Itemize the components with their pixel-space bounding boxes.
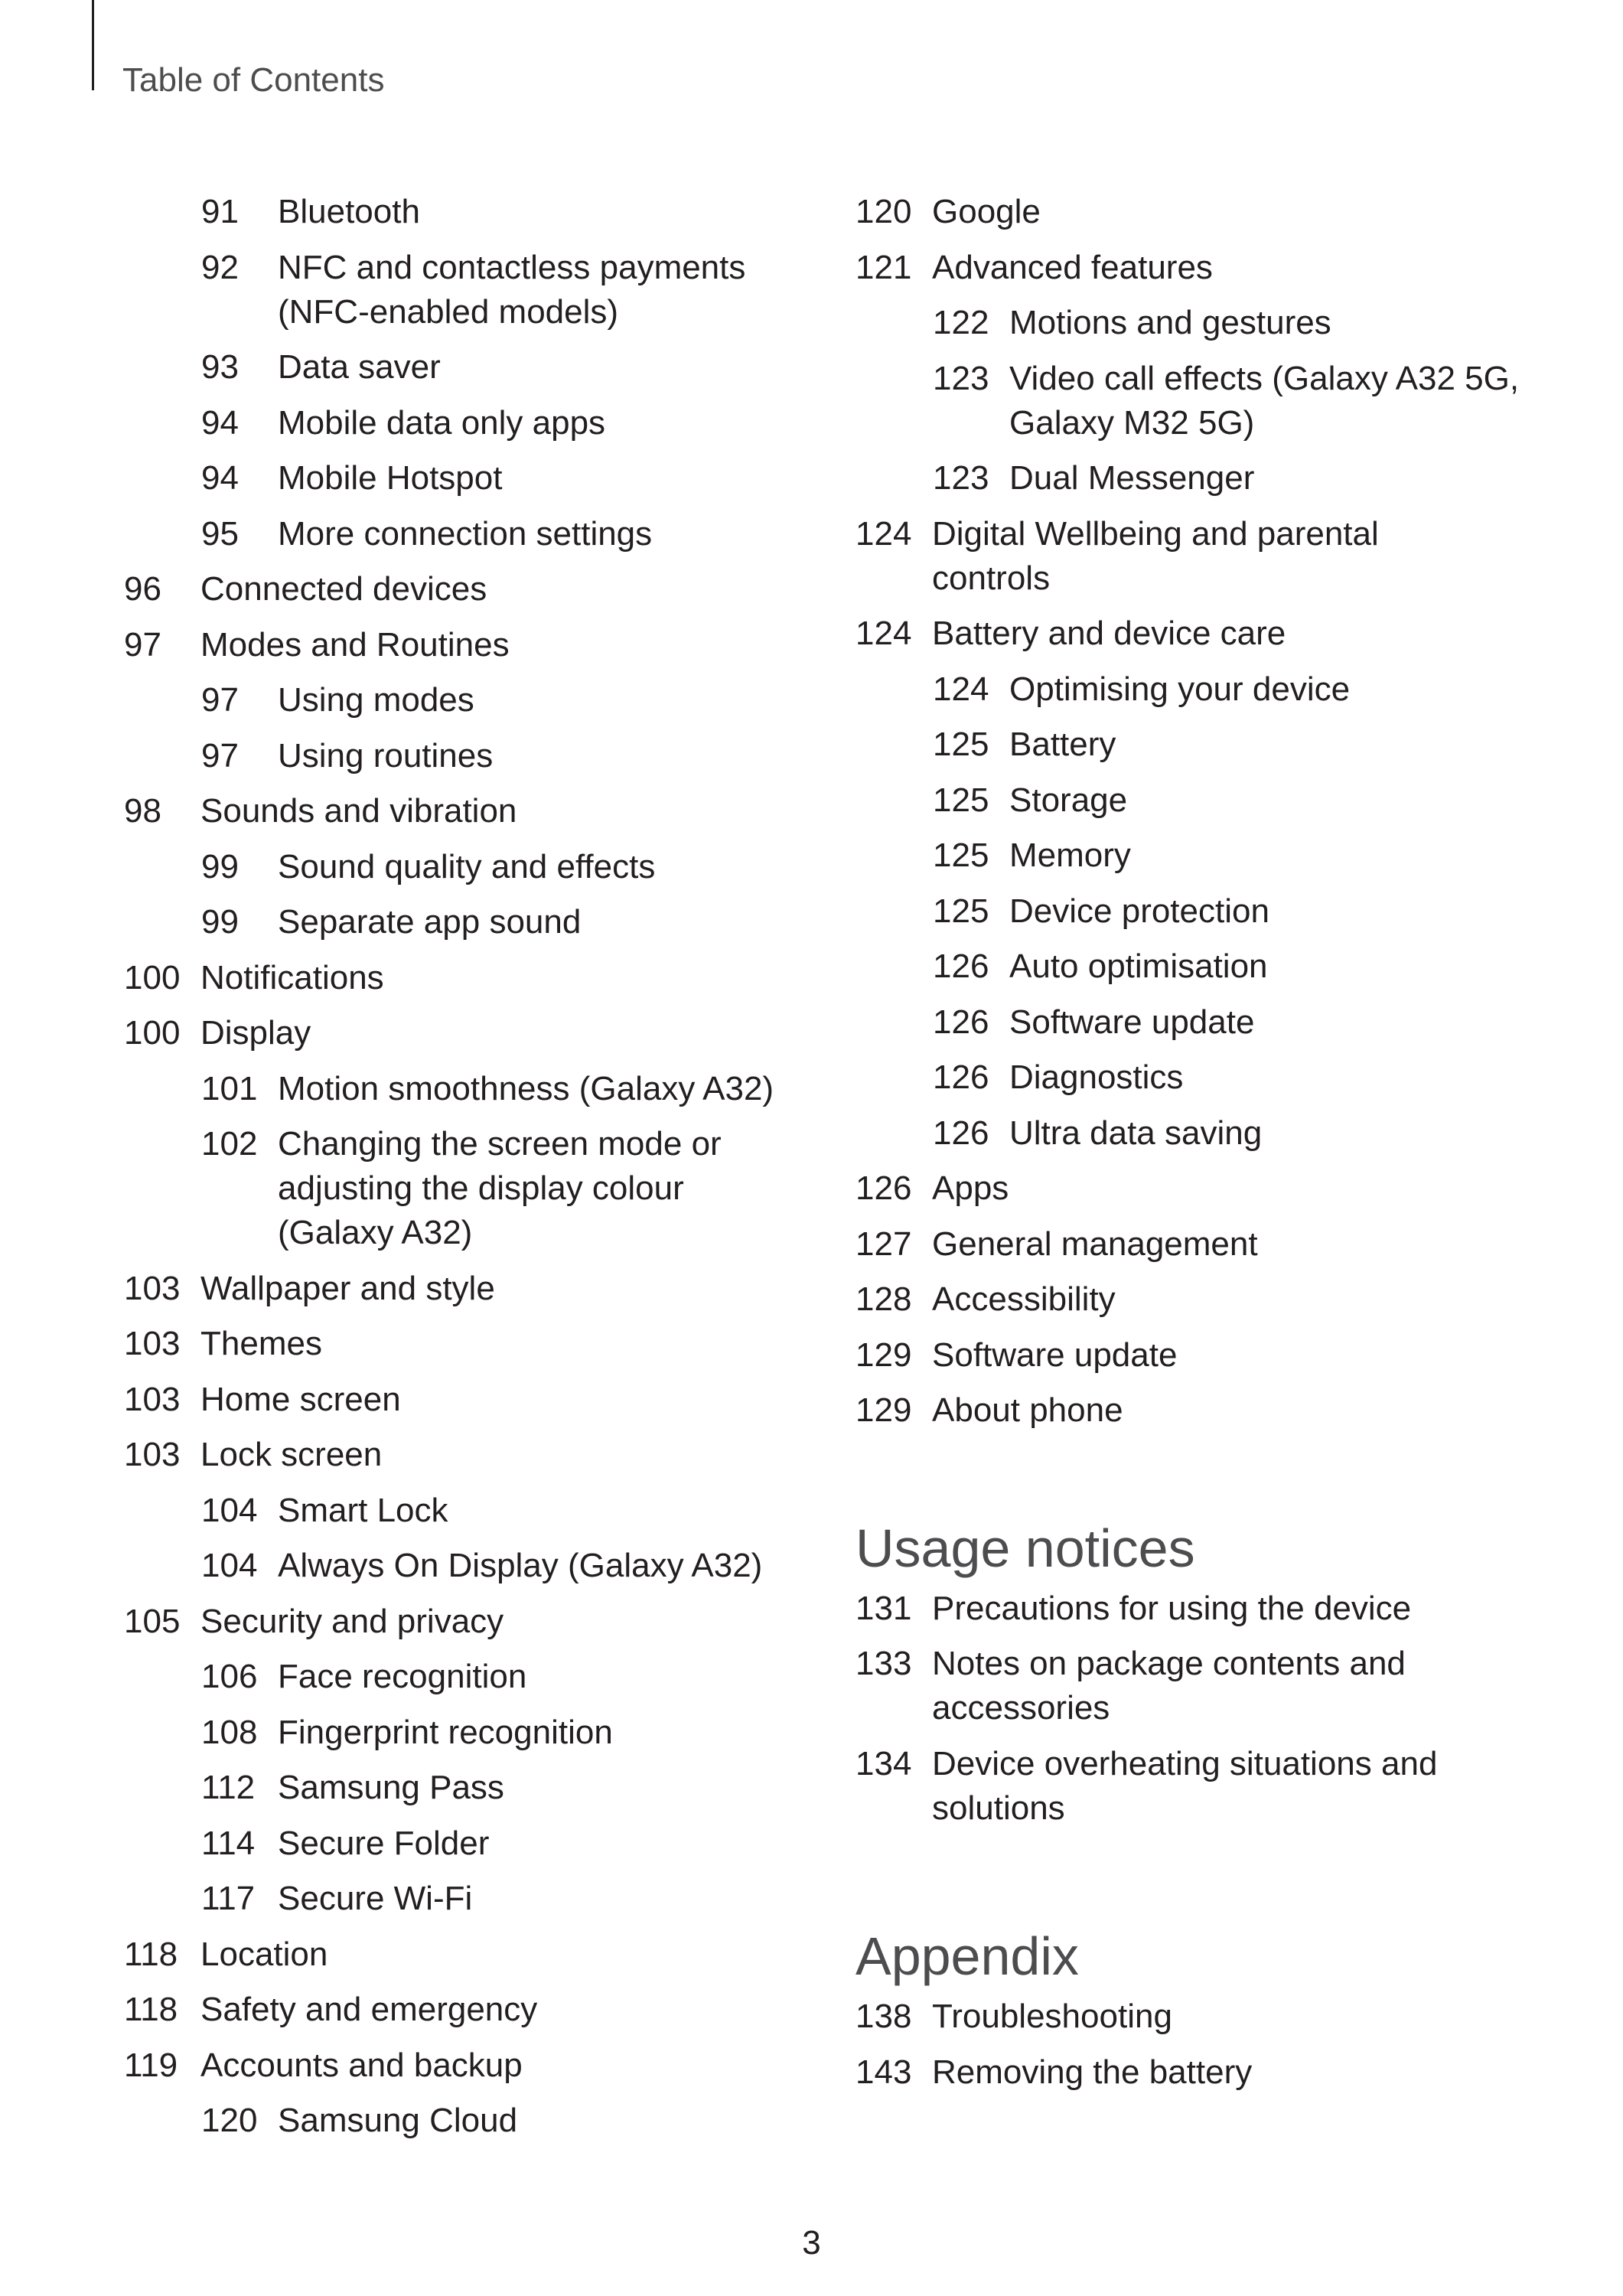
- toc-entry-page-number: 125: [933, 892, 989, 930]
- toc-entry[interactable]: [124, 789, 813, 833]
- toc-entry-page-number: 126: [855, 1169, 912, 1207]
- toc-entry[interactable]: [201, 734, 813, 778]
- toc-entry[interactable]: [855, 1333, 1544, 1378]
- toc-entry[interactable]: [855, 1742, 1544, 1831]
- toc-entry-title: Home screen: [200, 1380, 401, 1418]
- toc-entry-page-number: 94: [201, 403, 239, 442]
- toc-entry-page-number: 123: [933, 459, 989, 497]
- toc-entry-title: Software update: [1009, 1003, 1255, 1041]
- toc-entry[interactable]: [124, 623, 813, 667]
- toc-entry-page-number: 126: [933, 947, 989, 985]
- toc-entry-page-number: 96: [124, 570, 161, 608]
- toc-entry-page-number: 100: [124, 1014, 181, 1052]
- toc-entry-title: Separate app sound: [278, 903, 582, 941]
- toc-entry-title: Security and privacy: [200, 1602, 504, 1640]
- toc-entry[interactable]: [933, 301, 1544, 345]
- toc-entry-page-number: 114: [201, 1824, 256, 1862]
- toc-entry-title: Memory: [1009, 837, 1131, 874]
- toc-entry-title: Optimising your device: [1009, 670, 1351, 708]
- toc-entry-page-number: 97: [124, 625, 161, 664]
- toc-entry-page-number: 124: [855, 615, 912, 652]
- toc-entry-title: Always On Display (Galaxy A32): [278, 1547, 763, 1584]
- toc-entry-title: Device overheating situations and solutions: [932, 1744, 1438, 1827]
- toc-entry-title: Sound quality and effects: [278, 847, 656, 885]
- toc-entry[interactable]: [201, 401, 813, 445]
- toc-entry[interactable]: [933, 833, 1544, 878]
- toc-entry-title: Storage: [1009, 781, 1128, 819]
- toc-entry[interactable]: [855, 1388, 1544, 1433]
- toc-entry[interactable]: [855, 246, 1544, 290]
- toc-entry[interactable]: [124, 1932, 813, 1977]
- toc-entry-title: Battery and device care: [932, 615, 1286, 652]
- toc-entry[interactable]: [855, 2050, 1544, 2095]
- toc-entry[interactable]: [201, 1766, 813, 1810]
- toc-entry[interactable]: [201, 1489, 813, 1533]
- toc-entry-page-number: 138: [855, 1998, 912, 2035]
- toc-entry-title: Themes: [200, 1325, 322, 1362]
- toc-entry-title: Battery: [1009, 726, 1116, 763]
- header-rule: [92, 0, 94, 90]
- toc-entry[interactable]: [933, 1055, 1544, 1100]
- toc-entry-page-number: 99: [201, 903, 239, 941]
- toc-entry-page-number: 126: [933, 1003, 989, 1041]
- toc-entry-title: Mobile data only apps: [278, 403, 606, 442]
- toc-entry-page-number: 124: [933, 670, 989, 708]
- toc-entry-page-number: 104: [201, 1547, 258, 1584]
- toc-entry[interactable]: [933, 889, 1544, 934]
- toc-entry[interactable]: [855, 612, 1544, 656]
- toc-entry-title: Accessibility: [932, 1280, 1116, 1318]
- toc-entry-page-number: 125: [933, 781, 989, 819]
- toc-entry-title: Mobile Hotspot: [278, 459, 503, 497]
- toc-entry-title: Dual Messenger: [1009, 459, 1255, 497]
- toc-entry-page-number: 129: [855, 1391, 912, 1429]
- toc-entry[interactable]: [933, 1111, 1544, 1156]
- toc-entry[interactable]: [201, 1711, 813, 1755]
- toc-entry[interactable]: [855, 1166, 1544, 1211]
- toc-entry-page-number: 97: [201, 736, 239, 775]
- page-number: 3: [802, 2224, 821, 2262]
- toc-entry-title: Ultra data saving: [1009, 1114, 1263, 1152]
- toc-entry-title: Precautions for using the device: [932, 1589, 1412, 1627]
- toc-entry-title: About phone: [932, 1391, 1123, 1429]
- toc-entry-title: Google: [932, 193, 1041, 230]
- toc-entry-page-number: 123: [933, 359, 989, 397]
- toc-entry-page-number: 99: [201, 847, 239, 885]
- toc-entry-title: Modes and Routines: [200, 625, 510, 664]
- toc-entry[interactable]: [201, 900, 813, 944]
- toc-entry-title: Advanced features: [932, 248, 1213, 286]
- toc-entry[interactable]: [933, 1000, 1544, 1045]
- toc-entry-page-number: 134: [855, 1744, 912, 1782]
- toc-entry-title: Notifications: [200, 958, 384, 996]
- toc-entry[interactable]: [201, 246, 813, 334]
- toc-entry[interactable]: [201, 1821, 813, 1866]
- toc-entry[interactable]: [124, 1988, 813, 2032]
- toc-entry-page-number: 100: [124, 958, 181, 996]
- toc-entry-title: Samsung Cloud: [278, 2102, 518, 2139]
- toc-entry-title: Digital Wellbeing and parental controls: [932, 514, 1379, 597]
- toc-entry-page-number: 118: [124, 1991, 178, 2028]
- toc-entry-page-number: 120: [855, 193, 912, 230]
- toc-left-column: [124, 190, 813, 2154]
- toc-entry-title: Display: [200, 1014, 311, 1052]
- toc-entry-page-number: 98: [124, 792, 161, 830]
- toc-entry-title: NFC and contactless payments (NFC-enabled models): [278, 248, 746, 331]
- toc-entry-title: Device protection: [1009, 892, 1269, 930]
- toc-entry-page-number: 112: [201, 1769, 256, 1806]
- section-heading-appendix: Appendix: [855, 1926, 1079, 1986]
- toc-entry-page-number: 120: [201, 2102, 258, 2139]
- page-header-title: Table of Contents: [122, 61, 385, 99]
- toc-entry-title: Secure Folder: [278, 1824, 490, 1862]
- toc-entry-page-number: 121: [855, 248, 912, 286]
- toc-entry[interactable]: [201, 345, 813, 390]
- toc-right-column: [855, 190, 1544, 2105]
- toc-entry-page-number: 92: [201, 248, 239, 286]
- toc-entry[interactable]: [855, 1222, 1544, 1267]
- toc-entry[interactable]: [201, 456, 813, 501]
- toc-entry-title: Motions and gestures: [1009, 304, 1331, 341]
- toc-entry-page-number: 117: [201, 1880, 256, 1917]
- toc-entry-page-number: 125: [933, 726, 989, 763]
- toc-entry-page-number: 108: [201, 1713, 258, 1751]
- toc-entry-page-number: 131: [855, 1589, 912, 1627]
- toc-entry[interactable]: [201, 845, 813, 889]
- toc-entry-page-number: 103: [124, 1380, 181, 1418]
- toc-entry-title: More connection settings: [278, 514, 653, 553]
- toc-entry-title: Sounds and vibration: [200, 792, 517, 830]
- toc-entry-page-number: 105: [124, 1602, 181, 1640]
- toc-entry-title: Bluetooth: [278, 193, 420, 230]
- toc-entry-page-number: 93: [201, 348, 239, 386]
- toc-entry-page-number: 102: [201, 1125, 258, 1163]
- toc-entry[interactable]: [855, 512, 1544, 601]
- toc-entry-title: Smart Lock: [278, 1491, 448, 1529]
- toc-entry-title: Video call effects (Galaxy A32 5G, Galaxy M32 5G): [1009, 359, 1520, 442]
- toc-entry-title: Using routines: [278, 736, 494, 775]
- toc-entry-page-number: 122: [933, 304, 989, 341]
- toc-entry[interactable]: [933, 722, 1544, 767]
- toc-entry[interactable]: [124, 956, 813, 1000]
- toc-entry-title: Motion smoothness (Galaxy A32): [278, 1069, 774, 1107]
- toc-entry[interactable]: [201, 2099, 813, 2143]
- toc-entry-title: Location: [200, 1935, 328, 1973]
- toc-entry-title: General management: [932, 1225, 1258, 1263]
- toc-entry-page-number: 127: [855, 1225, 912, 1263]
- toc-entry[interactable]: [855, 190, 1544, 234]
- toc-entry-page-number: 118: [124, 1935, 178, 1973]
- toc-entry[interactable]: [124, 1378, 813, 1422]
- appendix-entries: [855, 1994, 1544, 2095]
- toc-entry-page-number: 94: [201, 459, 239, 497]
- section-spacer: [855, 1444, 1544, 1518]
- toc-entry-page-number: 143: [855, 2053, 912, 2091]
- toc-entry-page-number: 103: [124, 1269, 181, 1307]
- toc-entry[interactable]: [855, 1642, 1544, 1730]
- toc-entry-title: Troubleshooting: [932, 1998, 1172, 2035]
- toc-entry-page-number: 133: [855, 1645, 912, 1682]
- toc-entry[interactable]: [933, 778, 1544, 823]
- toc-entry-title: Changing the screen mode or adjusting the display colour (Galaxy A32): [278, 1125, 722, 1251]
- toc-entry[interactable]: [124, 1267, 813, 1311]
- toc-entry[interactable]: [124, 1600, 813, 1644]
- toc-entry-title: Accounts and backup: [200, 2046, 523, 2084]
- toc-entry-page-number: 126: [933, 1114, 989, 1152]
- toc-entry-title: Apps: [932, 1169, 1009, 1207]
- toc-entry-title: Face recognition: [278, 1658, 527, 1695]
- toc-entry[interactable]: [933, 357, 1544, 445]
- toc-entry[interactable]: [201, 1877, 813, 1921]
- toc-right-entries: [855, 190, 1544, 1433]
- toc-entry-page-number: 95: [201, 514, 239, 553]
- toc-entry-title: Lock screen: [200, 1436, 383, 1473]
- toc-entry-title: Auto optimisation: [1009, 947, 1268, 985]
- toc-entry[interactable]: [124, 2043, 813, 2088]
- toc-entry-page-number: 129: [855, 1336, 912, 1374]
- toc-entry[interactable]: [124, 567, 813, 612]
- toc-entry[interactable]: [855, 1994, 1544, 2039]
- toc-entry[interactable]: [201, 1067, 813, 1111]
- toc-entry-page-number: 101: [201, 1069, 258, 1107]
- toc-entry[interactable]: [933, 456, 1544, 501]
- toc-entry-page-number: 119: [124, 2046, 178, 2084]
- toc-entry-page-number: 124: [855, 514, 912, 553]
- toc-entry-page-number: 106: [201, 1658, 258, 1695]
- toc-entry-title: Wallpaper and style: [200, 1269, 495, 1307]
- toc-entry[interactable]: [124, 1011, 813, 1055]
- toc-entry[interactable]: [855, 1587, 1544, 1631]
- usage-notices-entries: [855, 1587, 1544, 1831]
- toc-entry[interactable]: [933, 944, 1544, 989]
- toc-entry-title: Diagnostics: [1009, 1058, 1184, 1096]
- toc-entry-title: Secure Wi-Fi: [278, 1880, 473, 1917]
- toc-entry[interactable]: [201, 190, 813, 234]
- toc-entry-page-number: 104: [201, 1491, 258, 1529]
- toc-entry[interactable]: [124, 1433, 813, 1477]
- toc-entry-title: Safety and emergency: [200, 1991, 538, 2028]
- toc-entry[interactable]: [201, 1122, 813, 1255]
- toc-entry[interactable]: [855, 1277, 1544, 1322]
- toc-entry-page-number: 103: [124, 1436, 181, 1473]
- toc-entry-page-number: 126: [933, 1058, 989, 1096]
- toc-entry-title: Samsung Pass: [278, 1769, 504, 1806]
- toc-entry-title: Connected devices: [200, 570, 487, 608]
- toc-entry-page-number: 128: [855, 1280, 912, 1318]
- section-heading-usage-notices: Usage notices: [855, 1518, 1195, 1578]
- toc-entry-page-number: 97: [201, 681, 239, 719]
- toc-entry[interactable]: [201, 1655, 813, 1699]
- toc-entry[interactable]: [201, 1544, 813, 1588]
- toc-entry-title: Removing the battery: [932, 2053, 1253, 2091]
- toc-entry-page-number: 91: [201, 193, 239, 230]
- toc-entry-title: Fingerprint recognition: [278, 1713, 613, 1751]
- toc-entry-title: Using modes: [278, 681, 474, 719]
- toc-entry[interactable]: [201, 512, 813, 556]
- toc-entry-title: Data saver: [278, 348, 441, 386]
- toc-entry[interactable]: [124, 1322, 813, 1366]
- toc-entry[interactable]: [933, 667, 1544, 712]
- toc-entry[interactable]: [201, 678, 813, 722]
- toc-entry-title: Software update: [932, 1336, 1178, 1374]
- toc-entry-title: Notes on package contents and accessories: [932, 1645, 1406, 1727]
- toc-entry-page-number: 125: [933, 837, 989, 874]
- toc-entry-page-number: 103: [124, 1325, 181, 1362]
- section-spacer: [855, 1841, 1544, 1926]
